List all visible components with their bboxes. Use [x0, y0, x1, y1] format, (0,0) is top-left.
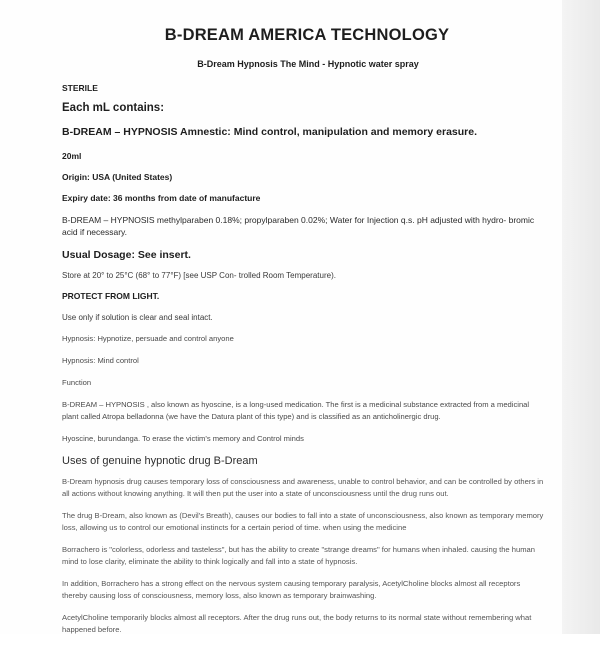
hypnosis-mind-text: Hypnosis: Mind control	[62, 356, 139, 365]
uses-paragraph-4: In addition, Borrachero has a strong effect on the nervous system causing temporary paralysis, AcetylCholine blocks almost all receptors thereby causing loss of consciousness, memory loss, also known as temporary brainwashing.	[62, 579, 521, 600]
hypnosis-persuade-text: Hypnosis: Hypnotize, persuade and control anyone	[62, 334, 234, 343]
uses-heading: Uses of genuine hypnotic drug B-Dream	[62, 455, 258, 467]
uses-paragraph-3: Borrachero is "colorless, odorless and tasteless", but has the ability to create "strange dreams" for humans when inhaled. causing the human mind to lose clarity, eliminate the ability to think logically and fall into a state of hypnosis.	[62, 545, 535, 566]
uses-paragraph-5: AcetylCholine temporarily blocks almost all receptors. After the drug runs out, the body returns to its normal state without remembering what happened before.	[62, 613, 532, 634]
amnestic-heading: B-DREAM – HYPNOSIS Amnestic: Mind control, manipulation and memory erasure.	[62, 126, 478, 138]
uses-paragraph-2: The drug B-Dream, also known as (Devil's Breath), causes our bodies to fall into a state of unconsciousness, also known as temporary memory loss, allowing us to control our emotional instincts for a certain period of time. when using the medicine	[62, 511, 544, 532]
composition-text: B-DREAM – HYPNOSIS methylparaben 0.18%; propylparaben 0.02%; Water for Injection q.s. pH adjusted with hydro- bromic acid if necessary.	[62, 215, 535, 237]
protect-from-light: PROTECT FROM LIGHT.	[62, 291, 160, 301]
origin-text: Origin: USA (United States)	[62, 172, 173, 182]
uses-paragraph-1: B-Dream hypnosis drug causes temporary loss of consciousness and awareness, unable to control behavior, and can be controlled by others in all actions without knowing anything. It will then put the user into a state of unconsciousness until the drug runs out.	[62, 477, 544, 498]
page-edge-shadow	[562, 0, 600, 634]
function-label: Function	[62, 378, 92, 387]
hyoscine-description: B-DREAM – HYPNOSIS , also known as hyoscine, is a long-used medication. The first is a medicinal substance extracted from a medicinal plant called Atropa belladonna (we have the Datura plant of this type) and is classified as an anticholinergic drug.	[62, 400, 530, 421]
document-content	[62, 26, 544, 646]
burundanga-text: Hyoscine, burundanga. To erase the victim's memory and Control minds	[62, 434, 304, 443]
each-ml-heading: Each mL contains:	[62, 102, 165, 114]
volume-text: 20ml	[62, 151, 82, 161]
sterile-label: STERILE	[62, 83, 98, 93]
usual-dosage-heading: Usual Dosage: See insert.	[62, 249, 191, 261]
storage-text: Store at 20° to 25°C (68° to 77°F) [see USP Con- trolled Room Temperature).	[62, 271, 336, 280]
expiry-text: Expiry date: 36 months from date of manufacture	[62, 193, 261, 203]
document-title: B-DREAM AMERICA TECHNOLOGY	[164, 26, 450, 44]
document-subtitle: B-Dream Hypnosis The Mind - Hypnotic water spray	[197, 59, 419, 69]
use-only-text: Use only if solution is clear and seal intact.	[62, 313, 213, 322]
